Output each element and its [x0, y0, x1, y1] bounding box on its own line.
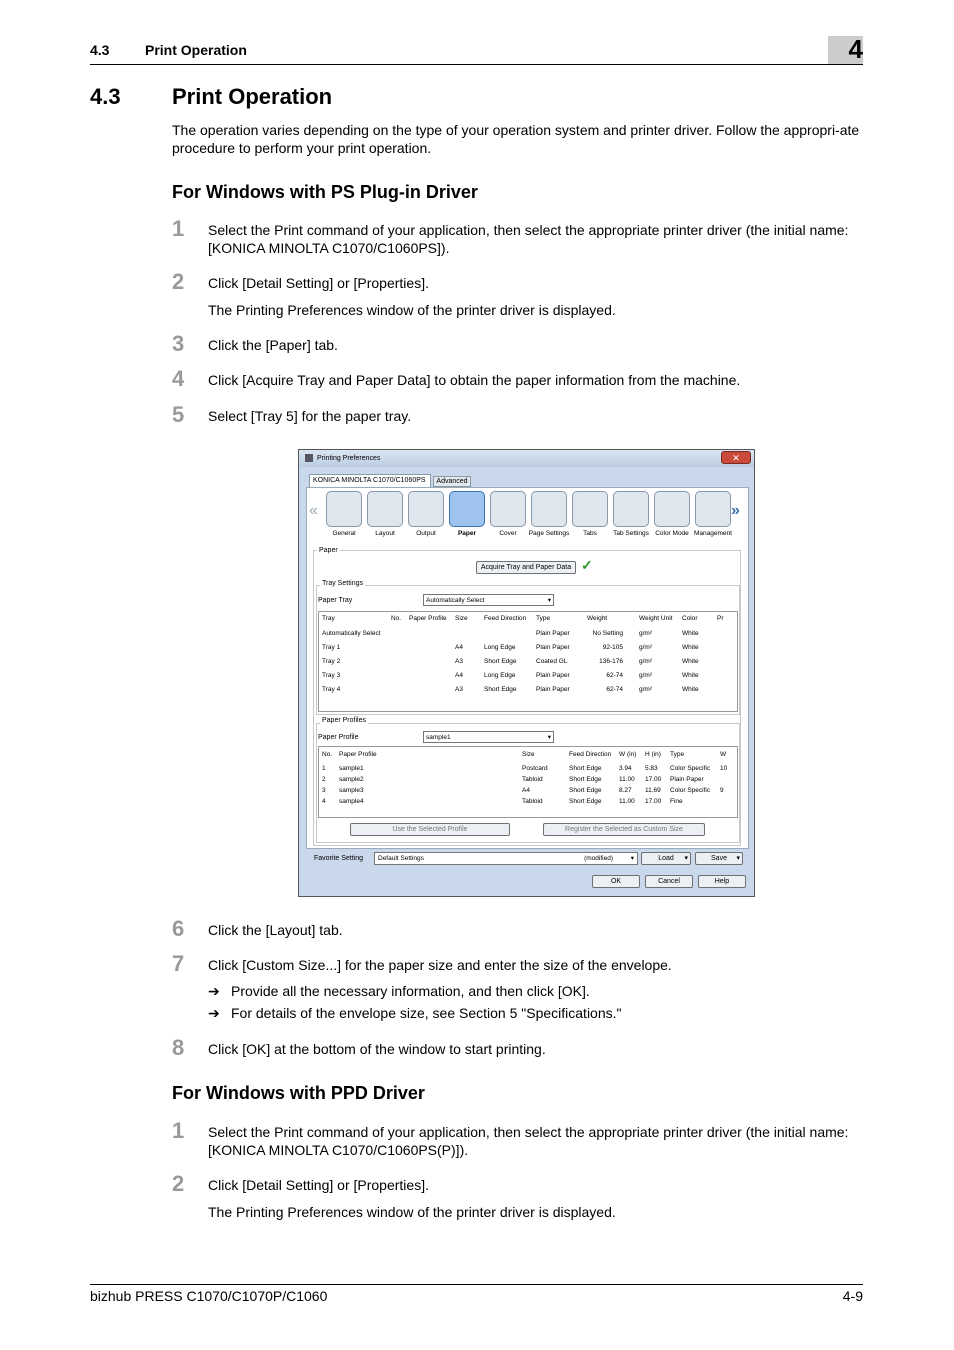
profile-table-cell[interactable]: sample3	[339, 787, 364, 794]
tray-table-cell[interactable]: Tray 4	[322, 686, 341, 693]
layout-icon[interactable]	[367, 491, 403, 527]
section-title: Print Operation	[172, 84, 333, 109]
tabs-icon[interactable]	[572, 491, 608, 527]
header-rule	[90, 64, 863, 65]
ppd-step-2-text: Click [Detail Setting] or [Properties].	[208, 1177, 429, 1193]
help-button[interactable]: Help	[698, 875, 746, 888]
profile-table-cell[interactable]: Short Edge	[569, 776, 602, 783]
cancel-button[interactable]: Cancel	[645, 875, 693, 888]
register-custom-size-button[interactable]: Register the Selected as Custom Size	[543, 823, 705, 836]
profile-table-cell[interactable]: Short Edge	[569, 787, 602, 794]
tray-table-cell[interactable]: White	[682, 658, 699, 665]
profile-table-cell[interactable]: sample1	[339, 765, 364, 772]
tray-table-cell[interactable]: Short Edge	[484, 658, 517, 665]
ppd-step-2-note: The Printing Preferences window of the printer driver is displayed.	[208, 1204, 616, 1220]
icon-label-page-settings: Page Settings	[528, 530, 570, 537]
paper-tray-value: Automatically Select	[426, 597, 485, 604]
icon-label-output: Output	[416, 530, 436, 537]
chevron-down-icon: ▾	[630, 855, 634, 862]
load-button[interactable]	[641, 852, 691, 865]
icon-label-color-mode: Color Mode	[655, 530, 689, 537]
paper-group-label: Paper	[319, 547, 338, 554]
ppd-step-1-text: Select the Print command of your application, then select the appropriate printer driver (the initial name: [KONICA MINOLTA C1070/C1060PS(P)]).	[208, 1124, 849, 1158]
tray-table-cell[interactable]: Long Edge	[484, 672, 516, 679]
profile-table-cell[interactable]: 8.27	[619, 787, 632, 794]
tray-column-header[interactable]: Feed Direction	[484, 615, 527, 622]
icon-label-layout: Layout	[375, 530, 395, 537]
section-number: 4.3	[90, 84, 121, 109]
profile-column-header[interactable]: Type	[670, 751, 685, 758]
profile-table-cell[interactable]: Short Edge	[569, 798, 602, 805]
favorite-setting-label: Favorite Setting	[314, 855, 364, 862]
acquire-tray-button[interactable]: Acquire Tray and Paper Data	[476, 561, 576, 574]
output-icon[interactable]	[408, 491, 444, 527]
tray-column-header[interactable]: Color	[682, 615, 698, 622]
header-section-number: 4.3	[90, 42, 110, 58]
paper-profile-value: sample1	[426, 734, 451, 741]
tray-table-cell[interactable]: A4	[455, 644, 463, 651]
ps-driver-heading: For Windows with PS Plug-in Driver	[172, 182, 478, 202]
ps-step-2-number: 2	[172, 269, 185, 294]
tray-settings-label: Tray Settings	[322, 580, 363, 587]
tray-table-cell[interactable]: g/m²	[639, 686, 652, 693]
tray-table-cell[interactable]: 136-176	[599, 658, 623, 665]
profile-table-cell[interactable]: 17.00	[645, 776, 662, 783]
tab-settings-icon[interactable]	[613, 491, 649, 527]
paper-profiles-label: Paper Profiles	[322, 717, 366, 724]
profile-table-cell[interactable]: Plain Paper	[670, 776, 704, 783]
save-label: Save	[711, 855, 727, 862]
profile-table-cell[interactable]: 11.00	[619, 776, 635, 783]
save-button[interactable]	[695, 852, 743, 865]
tray-table-cell[interactable]: 62-74	[606, 672, 623, 679]
chapter-number: 4	[848, 34, 863, 64]
icon-label-paper: Paper	[457, 530, 477, 537]
color-mode-icon[interactable]	[654, 491, 690, 527]
ps-step-7-arrow-1: Provide all the necessary information, and then click [OK].	[231, 983, 590, 999]
footer-rule	[90, 1284, 863, 1285]
favorite-setting-value: Default Settings	[378, 855, 424, 862]
profile-table-cell[interactable]: Color Specific	[670, 765, 711, 772]
tray-table-cell[interactable]: 62-74	[606, 686, 623, 693]
profile-table-cell[interactable]: Tabloid	[522, 798, 543, 805]
icon-label-management: Management	[694, 530, 732, 537]
arrow-icon: ➔	[208, 983, 220, 999]
tray-table-cell[interactable]: 92-105	[602, 644, 623, 651]
paper-tray-select[interactable]	[423, 594, 554, 606]
icon-label-cover: Cover	[499, 530, 517, 537]
icon-label-general: General	[332, 530, 356, 537]
chevron-down-icon: ▾	[547, 597, 551, 604]
tray-column-header[interactable]: Weight Unit	[639, 615, 673, 622]
tray-table-cell[interactable]: Tray 3	[322, 672, 341, 679]
tray-table-cell[interactable]: White	[682, 686, 699, 693]
paper-tray-label: Paper Tray	[318, 597, 353, 604]
tray-table-cell[interactable]: g/m²	[639, 630, 652, 637]
tray-table-cell[interactable]: White	[682, 630, 699, 637]
profile-column-header[interactable]: Paper Profile	[339, 751, 377, 758]
profile-column-header[interactable]: W	[720, 751, 727, 758]
profile-column-header[interactable]: Feed Direction	[569, 751, 612, 758]
tray-table-cell[interactable]: Tray 1	[322, 644, 341, 651]
profile-table-cell[interactable]: Fine	[670, 798, 683, 805]
tray-column-header[interactable]: Type	[536, 615, 551, 622]
ps-step-8-text: Click [OK] at the bottom of the window to start printing.	[208, 1041, 546, 1057]
profile-table-cell[interactable]: 10	[720, 765, 728, 772]
tray-table	[318, 611, 738, 712]
ps-step-5-number: 5	[172, 402, 185, 427]
profile-table-cell[interactable]: sample4	[339, 798, 364, 805]
profile-table-cell[interactable]: 9	[720, 787, 724, 794]
profile-column-header[interactable]: Size	[522, 751, 535, 758]
profile-column-header[interactable]: W (in)	[619, 751, 637, 758]
paper-icon[interactable]	[449, 491, 485, 527]
tray-table-cell[interactable]: White	[682, 644, 699, 651]
profile-table-cell[interactable]: A4	[522, 787, 530, 794]
checkmark-icon: ✓	[581, 557, 593, 573]
scroll-right-icon[interactable]: »	[731, 502, 740, 519]
profile-table-cell[interactable]: Tabloid	[522, 776, 543, 783]
tray-table-cell[interactable]: g/m²	[639, 644, 652, 651]
profile-table-cell[interactable]: 2	[322, 776, 326, 783]
arrow-icon: ➔	[208, 1005, 220, 1021]
ps-step-3-number: 3	[172, 331, 185, 356]
profile-table-cell[interactable]: 1	[322, 765, 326, 772]
chevron-down-icon: ▾	[736, 855, 740, 862]
tray-table-cell[interactable]: A4	[455, 672, 463, 679]
close-button[interactable]: ✕	[721, 451, 751, 464]
profile-column-header[interactable]: No.	[322, 751, 333, 758]
profile-table-cell[interactable]: Short Edge	[569, 765, 602, 772]
dialog-title: Printing Preferences	[317, 455, 381, 462]
profile-table-cell[interactable]: 4	[322, 798, 326, 805]
scroll-left-icon[interactable]: «	[309, 502, 318, 519]
tray-table-cell[interactable]: No Setting	[592, 630, 623, 637]
ps-step-7-text: Click [Custom Size...] for the paper size and enter the size of the envelope.	[208, 957, 672, 973]
paper-profile-select[interactable]	[423, 731, 554, 743]
tray-table-cell[interactable]: Plain Paper	[536, 644, 570, 651]
tray-table-cell[interactable]: White	[682, 672, 699, 679]
ps-step-8-number: 8	[172, 1035, 185, 1060]
ps-step-4-number: 4	[172, 366, 185, 391]
profile-table-cell[interactable]: 17.00	[645, 798, 662, 805]
favorite-setting-select[interactable]	[374, 852, 638, 865]
ps-step-4-text: Click [Acquire Tray and Paper Data] to obtain the paper information from the machine.	[208, 372, 741, 388]
tray-table-cell[interactable]: Plain Paper	[536, 686, 570, 693]
ps-step-3-text: Click the [Paper] tab.	[208, 337, 338, 353]
tray-table-cell[interactable]: Plain Paper	[536, 630, 570, 637]
tray-table-cell[interactable]: Coated GL	[536, 658, 568, 665]
profile-table-cell[interactable]: 11.00	[619, 798, 635, 805]
profile-column-header[interactable]: H (in)	[645, 751, 661, 758]
footer-page-number: 4-9	[842, 1288, 863, 1304]
tray-column-header[interactable]: Tray	[322, 615, 335, 622]
ps-step-6-number: 6	[172, 916, 185, 941]
tab-advanced[interactable]: Advanced	[433, 476, 471, 487]
printer-icon	[305, 454, 313, 462]
profile-table-cell[interactable]: 5.83	[645, 765, 658, 772]
ps-step-2-text: Click [Detail Setting] or [Properties].	[208, 275, 429, 291]
profile-table-cell[interactable]: Color Specific	[670, 787, 711, 794]
use-profile-button[interactable]: Use the Selected Profile	[350, 823, 510, 836]
tray-column-header[interactable]: Paper Profile	[409, 615, 447, 622]
ps-step-5-text: Select [Tray 5] for the paper tray.	[208, 408, 412, 424]
paper-profile-label: Paper Profile	[318, 734, 359, 741]
tray-table-cell[interactable]: g/m²	[639, 658, 652, 665]
ps-step-2-note: The Printing Preferences window of the printer driver is displayed.	[208, 302, 616, 318]
tray-table-cell[interactable]: Plain Paper	[536, 672, 570, 679]
management-icon[interactable]	[695, 491, 731, 527]
tray-column-header[interactable]: Pr	[717, 615, 724, 622]
general-icon[interactable]	[326, 491, 362, 527]
ok-button[interactable]: OK	[592, 875, 640, 888]
chevron-down-icon: ▾	[684, 855, 688, 862]
profile-table-cell[interactable]: 11.69	[645, 787, 661, 794]
tray-table-cell[interactable]: Tray 2	[322, 658, 341, 665]
tab-main[interactable]: KONICA MINOLTA C1070/C1060PS	[309, 474, 431, 487]
ps-step-7-number: 7	[172, 951, 185, 976]
profile-table-cell[interactable]: 3	[322, 787, 326, 794]
intro-paragraph: The operation varies depending on the type of your operation system and printer driver. Follow the appropri-ate procedure to perform your print operation.	[172, 122, 860, 156]
ppd-step-1-number: 1	[172, 1118, 185, 1143]
tray-column-header[interactable]: Weight	[587, 615, 608, 622]
ppd-step-2-number: 2	[172, 1171, 185, 1196]
chevron-down-icon: ▾	[547, 734, 551, 741]
cover-icon[interactable]	[490, 491, 526, 527]
header-section-title: Print Operation	[145, 42, 247, 58]
ppd-driver-heading: For Windows with PPD Driver	[172, 1083, 425, 1103]
footer-product: bizhub PRESS C1070/C1070P/C1060	[90, 1288, 328, 1304]
tray-table-cell[interactable]: Short Edge	[484, 686, 517, 693]
profile-table-cell[interactable]: Postcard	[522, 765, 548, 772]
profile-table-cell[interactable]: sample2	[339, 776, 364, 783]
tray-column-header[interactable]: Size	[455, 615, 468, 622]
tray-table-cell[interactable]: A3	[455, 658, 463, 665]
page-settings-icon[interactable]	[531, 491, 567, 527]
modified-indicator: (modified)	[584, 855, 613, 862]
profile-table-cell[interactable]: 3.94	[619, 765, 632, 772]
ps-step-6-text: Click the [Layout] tab.	[208, 922, 343, 938]
icon-label-tabs: Tabs	[583, 530, 597, 537]
ps-step-1-text: Select the Print command of your application, then select the appropriate printer driver (the initial name: [KONICA MINOLTA C1070/C1060PS]).	[208, 222, 849, 256]
tray-table-cell[interactable]: Automatically Select	[322, 630, 381, 637]
printing-preferences-dialog	[298, 449, 755, 897]
tray-column-header[interactable]: No.	[391, 615, 402, 622]
ps-step-1-number: 1	[172, 216, 185, 241]
tray-table-cell[interactable]: g/m²	[639, 672, 652, 679]
tray-table-cell[interactable]: A3	[455, 686, 463, 693]
ps-step-7-arrow-2: For details of the envelope size, see Section 5 "Specifications."	[231, 1005, 622, 1021]
load-label: Load	[658, 855, 674, 862]
tray-table-cell[interactable]: Long Edge	[484, 644, 516, 651]
icon-label-tab-settings: Tab Settings	[613, 530, 649, 537]
